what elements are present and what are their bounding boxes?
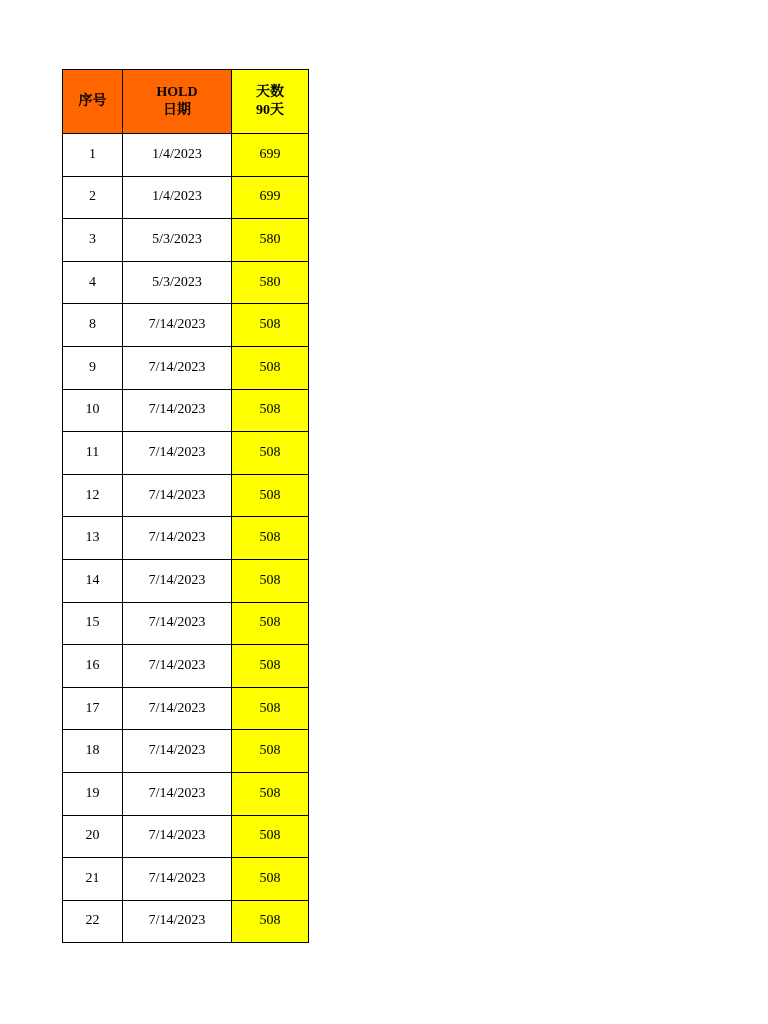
table-row <box>63 602 309 645</box>
table-row <box>63 134 309 177</box>
header-hold-date-line2: 日期 <box>163 102 191 118</box>
table-row <box>63 858 309 901</box>
cell-days[interactable]: 508 <box>232 687 309 730</box>
cell-hold-date[interactable]: 1/4/2023 <box>123 134 232 177</box>
cell-index[interactable]: 13 <box>63 517 123 560</box>
table-row <box>63 219 309 262</box>
cell-index[interactable]: 19 <box>63 772 123 815</box>
cell-days[interactable]: 508 <box>232 900 309 943</box>
header-row <box>63 70 309 134</box>
cell-index[interactable]: 21 <box>63 858 123 901</box>
cell-days[interactable]: 699 <box>232 176 309 219</box>
cell-index[interactable]: 16 <box>63 645 123 688</box>
cell-days[interactable]: 508 <box>232 432 309 475</box>
cell-index[interactable]: 14 <box>63 559 123 602</box>
table-row <box>63 730 309 773</box>
cell-days[interactable]: 580 <box>232 261 309 304</box>
cell-index[interactable]: 3 <box>63 219 123 262</box>
cell-hold-date[interactable]: 7/14/2023 <box>123 900 232 943</box>
table-body <box>63 134 309 943</box>
table-row <box>63 645 309 688</box>
cell-hold-date[interactable]: 7/14/2023 <box>123 517 232 560</box>
cell-hold-date[interactable]: 7/14/2023 <box>123 602 232 645</box>
cell-hold-date[interactable]: 7/14/2023 <box>123 772 232 815</box>
cell-days[interactable]: 508 <box>232 730 309 773</box>
table-row <box>63 517 309 560</box>
cell-hold-date[interactable]: 5/3/2023 <box>123 261 232 304</box>
cell-days[interactable]: 508 <box>232 559 309 602</box>
cell-hold-date[interactable]: 7/14/2023 <box>123 389 232 432</box>
cell-days[interactable]: 508 <box>232 474 309 517</box>
cell-hold-date[interactable]: 7/14/2023 <box>123 815 232 858</box>
table-row <box>63 474 309 517</box>
cell-hold-date[interactable]: 7/14/2023 <box>123 474 232 517</box>
table-row <box>63 687 309 730</box>
cell-days[interactable]: 508 <box>232 772 309 815</box>
table-row <box>63 176 309 219</box>
cell-days[interactable]: 508 <box>232 815 309 858</box>
cell-index[interactable]: 8 <box>63 304 123 347</box>
cell-hold-date[interactable]: 7/14/2023 <box>123 346 232 389</box>
cell-hold-date[interactable]: 7/14/2023 <box>123 730 232 773</box>
cell-hold-date[interactable]: 7/14/2023 <box>123 858 232 901</box>
cell-hold-date[interactable]: 7/14/2023 <box>123 432 232 475</box>
table-row <box>63 389 309 432</box>
header-days[interactable] <box>232 70 309 134</box>
cell-index[interactable]: 15 <box>63 602 123 645</box>
header-hold-date-line1: HOLD <box>156 84 198 100</box>
header-index-label: 序号 <box>78 93 107 109</box>
cell-hold-date[interactable]: 7/14/2023 <box>123 304 232 347</box>
table-row <box>63 304 309 347</box>
table-row <box>63 559 309 602</box>
cell-index[interactable]: 10 <box>63 389 123 432</box>
cell-index[interactable]: 17 <box>63 687 123 730</box>
cell-days[interactable]: 508 <box>232 645 309 688</box>
table-row <box>63 261 309 304</box>
hold-date-table <box>62 69 309 943</box>
cell-index[interactable]: 11 <box>63 432 123 475</box>
table-row <box>63 900 309 943</box>
cell-days[interactable]: 508 <box>232 858 309 901</box>
cell-index[interactable]: 4 <box>63 261 123 304</box>
cell-hold-date[interactable]: 7/14/2023 <box>123 645 232 688</box>
header-hold-date[interactable] <box>123 70 232 134</box>
header-days-line2: 90天 <box>256 102 284 118</box>
table-row <box>63 432 309 475</box>
cell-index[interactable]: 22 <box>63 900 123 943</box>
header-days-line1: 天数 <box>256 84 284 100</box>
cell-days[interactable]: 699 <box>232 134 309 177</box>
cell-days[interactable]: 580 <box>232 219 309 262</box>
cell-days[interactable]: 508 <box>232 346 309 389</box>
cell-index[interactable]: 2 <box>63 176 123 219</box>
cell-days[interactable]: 508 <box>232 602 309 645</box>
cell-days[interactable]: 508 <box>232 517 309 560</box>
table-row <box>63 815 309 858</box>
cell-index[interactable]: 18 <box>63 730 123 773</box>
cell-index[interactable]: 1 <box>63 134 123 177</box>
cell-hold-date[interactable]: 1/4/2023 <box>123 176 232 219</box>
cell-index[interactable]: 20 <box>63 815 123 858</box>
cell-index[interactable]: 9 <box>63 346 123 389</box>
cell-days[interactable]: 508 <box>232 304 309 347</box>
table-row <box>63 772 309 815</box>
cell-hold-date[interactable]: 5/3/2023 <box>123 219 232 262</box>
cell-hold-date[interactable]: 7/14/2023 <box>123 687 232 730</box>
cell-days[interactable]: 508 <box>232 389 309 432</box>
table-row <box>63 346 309 389</box>
cell-index[interactable]: 12 <box>63 474 123 517</box>
cell-hold-date[interactable]: 7/14/2023 <box>123 559 232 602</box>
header-index[interactable] <box>63 70 123 134</box>
